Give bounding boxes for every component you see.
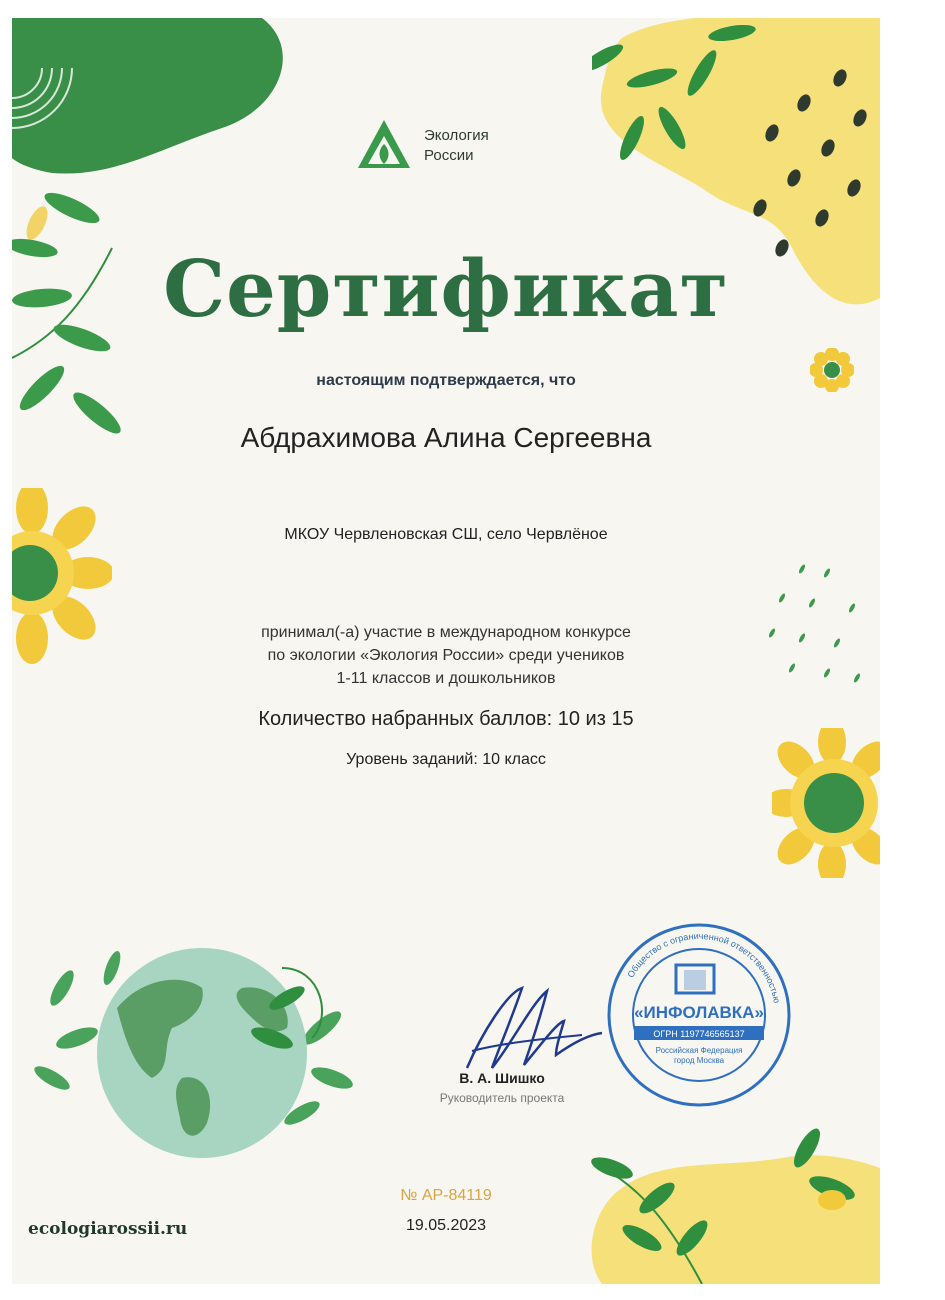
stamp-country: Российская Федерация bbox=[655, 1046, 743, 1055]
task-level: Уровень заданий: 10 класс bbox=[346, 751, 546, 768]
school-name: МКОУ Червленовская СШ, село Червлёное bbox=[284, 526, 608, 543]
brand-name-line1: Экология bbox=[424, 127, 489, 144]
brand-logo bbox=[354, 116, 554, 176]
website-url: ecologiarossii.ru bbox=[28, 1219, 188, 1239]
stamp-ogrn: ОГРН 1197746565137 bbox=[653, 1029, 745, 1039]
description-line: по экологии «Экология России» среди учеников bbox=[267, 647, 625, 664]
brand-name-line2: России bbox=[424, 147, 474, 164]
description-line: принимал(-а) участие в международном конкурсе bbox=[261, 624, 631, 641]
handwritten-signature bbox=[452, 973, 612, 1083]
certificate-title: Сертификат bbox=[163, 244, 729, 335]
stamp-org: «ИНФОЛАВКА» bbox=[634, 1003, 764, 1022]
certificate-page bbox=[12, 18, 880, 1284]
decor-bottom-right bbox=[582, 1128, 880, 1284]
certificate-subtitle: настоящим подтверждается, что bbox=[316, 372, 576, 389]
participation-description bbox=[12, 621, 880, 690]
globe-illustration bbox=[32, 928, 372, 1168]
organization-stamp bbox=[604, 920, 794, 1110]
signer-role: Руководитель проекта bbox=[439, 1091, 565, 1105]
signer-name: В. А. Шишко bbox=[459, 1070, 545, 1086]
certificate-number: № АР-84119 bbox=[400, 1187, 492, 1204]
stamp-city: город Москва bbox=[673, 1056, 725, 1065]
certificate-date: 19.05.2023 bbox=[405, 1217, 487, 1234]
description-line: 1-11 классов и дошкольников bbox=[336, 670, 556, 687]
score-line: Количество набранных баллов: 10 из 15 bbox=[258, 708, 634, 730]
recipient-name: Абдрахимова Алина Сергеевна bbox=[240, 422, 652, 453]
decor-green-blob bbox=[12, 18, 312, 188]
leaf-triangle-icon bbox=[354, 116, 414, 176]
stamp-ring-text: Общество с ограниченной ответственностью bbox=[625, 930, 783, 1004]
